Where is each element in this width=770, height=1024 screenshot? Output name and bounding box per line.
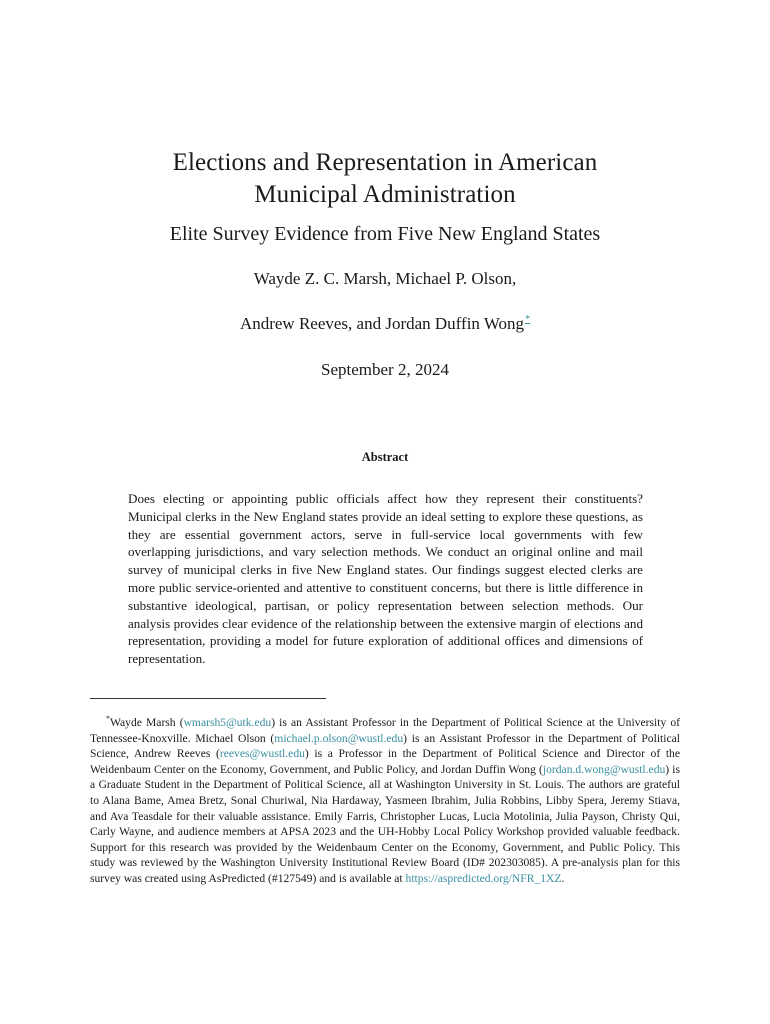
authors-line-1: Wayde Z. C. Marsh, Michael P. Olson, bbox=[253, 269, 517, 288]
abstract-heading: Abstract bbox=[361, 450, 409, 464]
paper-title bbox=[90, 147, 680, 211]
email-link-olson[interactable]: michael.p.olson@wustl.edu bbox=[274, 731, 404, 745]
authors-line-2 bbox=[90, 309, 680, 335]
email-link-reeves[interactable]: reeves@wustl.edu bbox=[219, 747, 305, 761]
title-line-1: Elections and Representation in American bbox=[172, 149, 598, 176]
title-line-2: Municipal Administration bbox=[254, 181, 516, 208]
aspredicted-link[interactable]: https://aspredicted.org/NFR_1XZ bbox=[405, 871, 562, 885]
paper-subtitle: Elite Survey Evidence from Five New England States bbox=[169, 223, 601, 245]
footnote-seg-6: . bbox=[561, 871, 565, 885]
author-footnote bbox=[90, 711, 680, 887]
footnote-marker-link[interactable]: * bbox=[525, 314, 531, 325]
footnote-seg-2: ) is an Assistant Professor in the Department of Political Science at the University of Tennessee-Knoxville. Michael Olson ( bbox=[90, 716, 680, 745]
footnote-divider bbox=[90, 698, 326, 699]
footnote-seg-1: Wayde Marsh ( bbox=[110, 716, 184, 729]
authors-line-2-text: Andrew Reeves, and Jordan Duffin Wong bbox=[239, 314, 525, 333]
paper-date: September 2, 2024 bbox=[321, 360, 449, 379]
email-link-marsh[interactable]: wmarsh5@utk.edu bbox=[183, 716, 272, 729]
footnote-seg-5: ) is a Graduate Student in the Department of Political Science, all at Washington University in St. Louis. The authors are grateful to Alana Bame, Amea Bretz, Sonal Churiwal, Nia Hardaway, Yasmeen Ibrahim, Julia Robbins, Libby Spera, Jeremy Stiava, and Ava Teasdale for their valuable assistance. Emily Farris, Christopher Lucas, Lucia Motolinia, Julia Payson, Christy Qui, Carly Wayne, and audience members at APSA 2023 and the UH-Hobby Local Policy Workshop provided valuable feedback. Support for this research was provided by the Weidenbaum Center on the Economy, Government, and Public Policy. This study was reviewed by the Washington University Institutional Review Board (ID# 202303085). A pre-analysis plan for this survey was created using AsPredicted (#127549) and is available at bbox=[90, 762, 680, 885]
footnote-marker: * bbox=[106, 714, 110, 723]
footnote-seg-4: ) is a Professor in the Department of Political Science and Director of the Weidenbaum Center on the Economy, Government, and Public Policy, and Jordan Duffin Wong ( bbox=[90, 747, 680, 776]
email-link-wong[interactable]: jordan.d.wong@wustl.edu bbox=[542, 762, 666, 776]
footnote-seg-3: ) is an Assistant Professor in the Department of Political Science, Andrew Reeves ( bbox=[90, 731, 681, 761]
abstract-text: Does electing or appointing public officials affect how they represent their constituents? Municipal clerks in the New England states provide an ideal setting to explore these questions, as they are essential government actors, serve in full-service local governments with few overlapping jurisdictions, and vary selection methods. We conduct an original online and mail survey of municipal clerks in five New England states. Our findings suggest elected clerks are more public service-oriented and attentive to constituent concerns, but there is little difference in substantive ideological, partisan, or policy representation between selection methods. Our analysis provides clear evidence of the relationship between the extensive margin of elections and representation, providing a model for future exploration of additional offices and dimensions of representation. bbox=[128, 491, 643, 667]
